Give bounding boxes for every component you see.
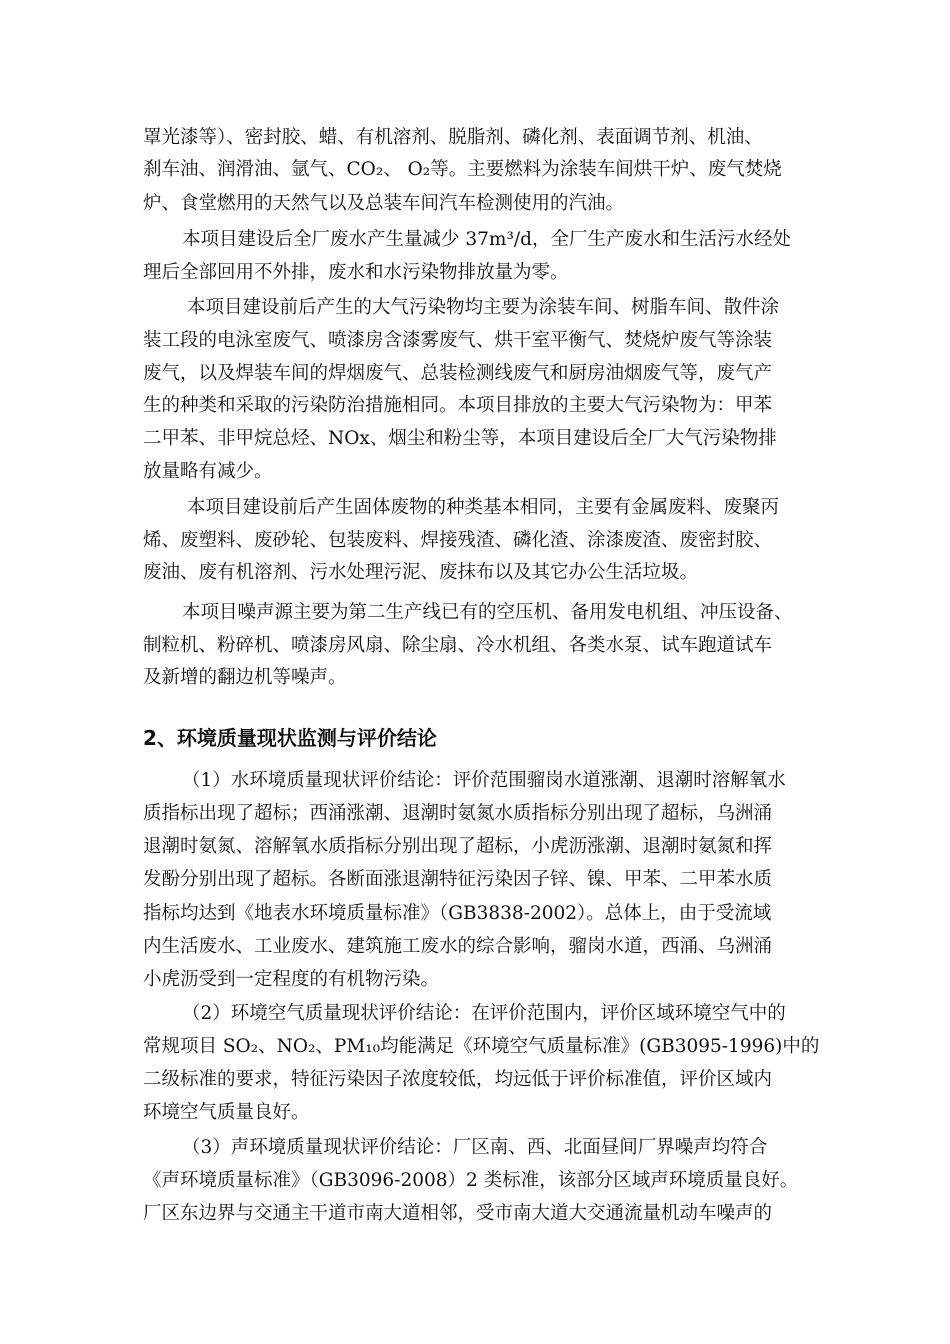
text-line: （3）声环境质量现状评价结论：厂区南、西、北面昼间厂界噪声均符合 — [182, 1137, 768, 1158]
text-line: 刹车油、润滑油、氩气、CO₂、 O₂等。主要燃料为涂装车间烘干炉、废气焚烧 — [143, 159, 782, 180]
text-line: 罩光漆等）、密封胶、蜡、有机溶剂、脱脂剂、磷化剂、表面调节剂、机油、 — [143, 127, 763, 148]
text-line: 烯、废塑料、废砂轮、包装废料、焊接残渣、磷化渣、涂漆废渣、废密封胶、 — [143, 530, 773, 551]
text-line: 本项目建设后全厂废水产生量减少 37m³/d，全厂生产废水和生活污水经处 — [182, 229, 791, 250]
text-line: 生的种类和采取的污染防治措施相同。本项目排放的主要大气污染物为：甲苯 — [143, 395, 773, 416]
text-line: 二级标准的要求，特征污染因子浓度较低，均远低于评价标准值，评价区域内 — [143, 1069, 773, 1090]
text-line: 《声环境质量标准》（GB3096-2008）2 类标准，该部分区域声环境质量良好。 — [143, 1170, 799, 1191]
text-line: 废油、废有机溶剂、污水处理污泥、废抹布以及其它办公生活垃圾。 — [143, 562, 699, 583]
text-line: 环境空气质量良好。 — [143, 1102, 310, 1123]
text-line: 制粒机、粉碎机、喷漆房风扇、除尘扇、冷水机组、各类水泵、试车跑道试车 — [143, 635, 773, 656]
text-line: 装工段的电泳室废气、喷漆房含漆雾废气、烘干室平衡气、焚烧炉废气等涂装 — [143, 330, 773, 351]
text-line: 小虎沥受到一定程度的有机物污染。 — [143, 969, 440, 990]
text-line: （2）环境空气质量现状评价结论：在评价范围内，评价区域环境空气中的 — [182, 1003, 786, 1024]
text-line: 二甲苯、非甲烷总烃、NOx、烟尘和粉尘等，本项目建设后全厂大气污染物排 — [143, 428, 777, 449]
text-line: 及新增的翻边机等噪声。 — [143, 667, 347, 688]
text-line: 本项目建设前后产生的大气污染物均主要为涂装车间、树脂车间、散件涂 — [187, 297, 780, 318]
text-line: 本项目建设前后产生固体废物的种类基本相同，主要有金属废料、废聚丙 — [187, 497, 780, 518]
text-line: 质指标出现了超标；西涌涨潮、退潮时氨氮水质指标分别出现了超标，乌洲涌 — [143, 803, 773, 824]
section-heading: 2、环境质量现状监测与评价结论 — [143, 726, 437, 750]
text-line: 本项目噪声源主要为第二生产线已有的空压机、备用发电机组、冲压设备、 — [182, 602, 793, 623]
text-line: 炉、食堂燃用的天然气以及总装车间汽车检测使用的汽油。 — [143, 193, 625, 214]
text-line: 厂区东边界与交通主干道市南大道相邻，受市南大道大交通流量机动车噪声的 — [143, 1203, 773, 1224]
text-line: 指标均达到《地表水环境质量标准》（GB3838-2002）。总体上，由于受流域 — [143, 903, 772, 924]
text-line: 内生活废水、工业废水、建筑施工废水的综合影响，骝岗水道，西涌、乌洲涌 — [143, 936, 773, 957]
text-line: 发酚分别出现了超标。各断面涨退潮特征污染因子锌、镍、甲苯、二甲苯水质 — [143, 869, 773, 890]
text-line: 退潮时氨氮、溶解氧水质指标分别出现了超标，小虎沥涨潮、退潮时氨氮和挥 — [143, 836, 773, 857]
text-line: 常规项目 SO₂、NO₂、PM₁₀均能满足《环境空气质量标准》(GB3095-1996)中的 — [143, 1036, 820, 1057]
text-line: 理后全部回用不外排，废水和水污染物排放量为零。 — [143, 262, 569, 283]
text-line: 废气，以及焊装车间的焊烟废气、总装检测线废气和厨房油烟废气等，废气产 — [143, 363, 773, 384]
text-line: （1）水环境质量现状评价结论：评价范围骝岗水道涨潮、退潮时溶解氧水 — [182, 770, 786, 791]
text-line: 放量略有减少。 — [143, 461, 273, 482]
